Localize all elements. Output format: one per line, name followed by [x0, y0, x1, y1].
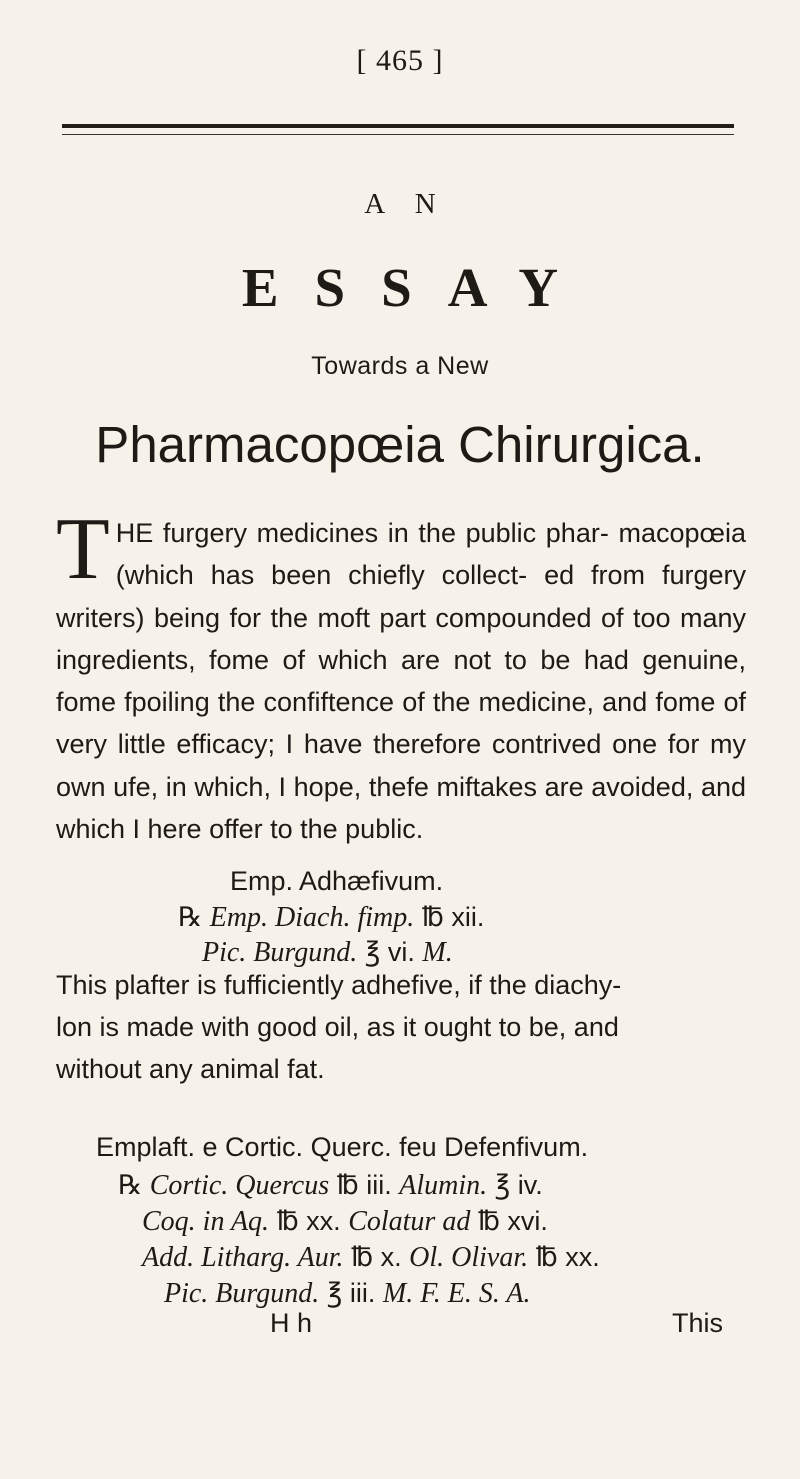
recipe1-line2 [202, 937, 453, 969]
ingredient-qty: ℔ xvi. [477, 1206, 548, 1236]
recipe2-line2 [142, 1206, 548, 1238]
rx-symbol: ℞ [118, 1170, 143, 1200]
catchword: This [672, 1308, 724, 1338]
ingredient-qty: ℥ vi. [364, 937, 415, 967]
title-an: A N [364, 188, 448, 220]
title-essay: ESSAY [241, 257, 595, 318]
recipe2-heading: Emplaft. e Cortic. Querc. feu Defenfivum. [96, 1132, 589, 1162]
ingredient-qty: ℔ xx. [535, 1242, 600, 1272]
misce-mark: M. F. E. S. A. [382, 1278, 531, 1309]
recipe1-note-line3: without any animal fat. [56, 1054, 325, 1084]
ingredient-name: Alumin. [399, 1170, 488, 1201]
recipe1-note-line1: This plafter is fufficiently adhefive, if the diachy- [56, 970, 622, 1000]
ingredient-name: Ol. Olivar. [409, 1242, 529, 1273]
ingredient-name: Emp. Diach. fimp. [209, 902, 415, 933]
rx-symbol: ℞ [178, 902, 203, 932]
instruction: Coq. in Aq. [142, 1206, 270, 1237]
ingredient-qty: ℥ iv. [494, 1170, 543, 1200]
ingredient-qty: ℔ x. [351, 1242, 402, 1272]
ingredient-name: Pic. Burgund. [202, 937, 358, 968]
recipe2-line4 [164, 1278, 530, 1310]
drop-cap: T [56, 501, 110, 598]
recipe2-line3 [142, 1242, 600, 1274]
ingredient-qty: ℔ iii. [336, 1170, 392, 1200]
intro-text: HE furgery medicines in the public phar- macopœia (which has been chiefly collect- ed from furgery writers) being for the moft part compounded of too many ingredients, fome of which are not to be had genuine, fome fpoiling the confiftence of the medicine, and fome of very little efficacy; I have therefore contrived one for my own ufe, in which, I hope, thefe miftakes are avoided, and which I here offer to the public. [56, 518, 746, 845]
title-pharmacopoeia: Pharmacopœia Chirurgica. [95, 416, 705, 473]
misce-mark: M. [422, 937, 453, 968]
recipe1-note-line2: lon is made with good oil, as it ought to be, and [56, 1012, 619, 1042]
recipe2-line1 [118, 1170, 543, 1202]
ingredient-qty: ℔ xii. [421, 902, 485, 932]
recipe1-line1 [178, 902, 484, 934]
header-rule-thick [62, 124, 734, 128]
ingredient-qty: ℔ xx. [276, 1206, 341, 1236]
instruction: Add. Litharg. Aur. [142, 1242, 344, 1273]
title-towards: Towards a New [311, 352, 489, 380]
ingredient-qty: ℥ iii. [326, 1278, 376, 1308]
ingredient-name: Cortic. Quercus [149, 1170, 330, 1201]
signature-mark: H h [270, 1308, 313, 1338]
intro-paragraph [56, 501, 746, 850]
instruction: Colatur ad [348, 1206, 471, 1237]
ingredient-name: Pic. Burgund. [164, 1278, 320, 1309]
header-rule-thin [62, 134, 734, 135]
page-number: [ 465 ] [356, 44, 444, 77]
recipe1-heading: Emp. Adhæfivum. [230, 866, 444, 896]
